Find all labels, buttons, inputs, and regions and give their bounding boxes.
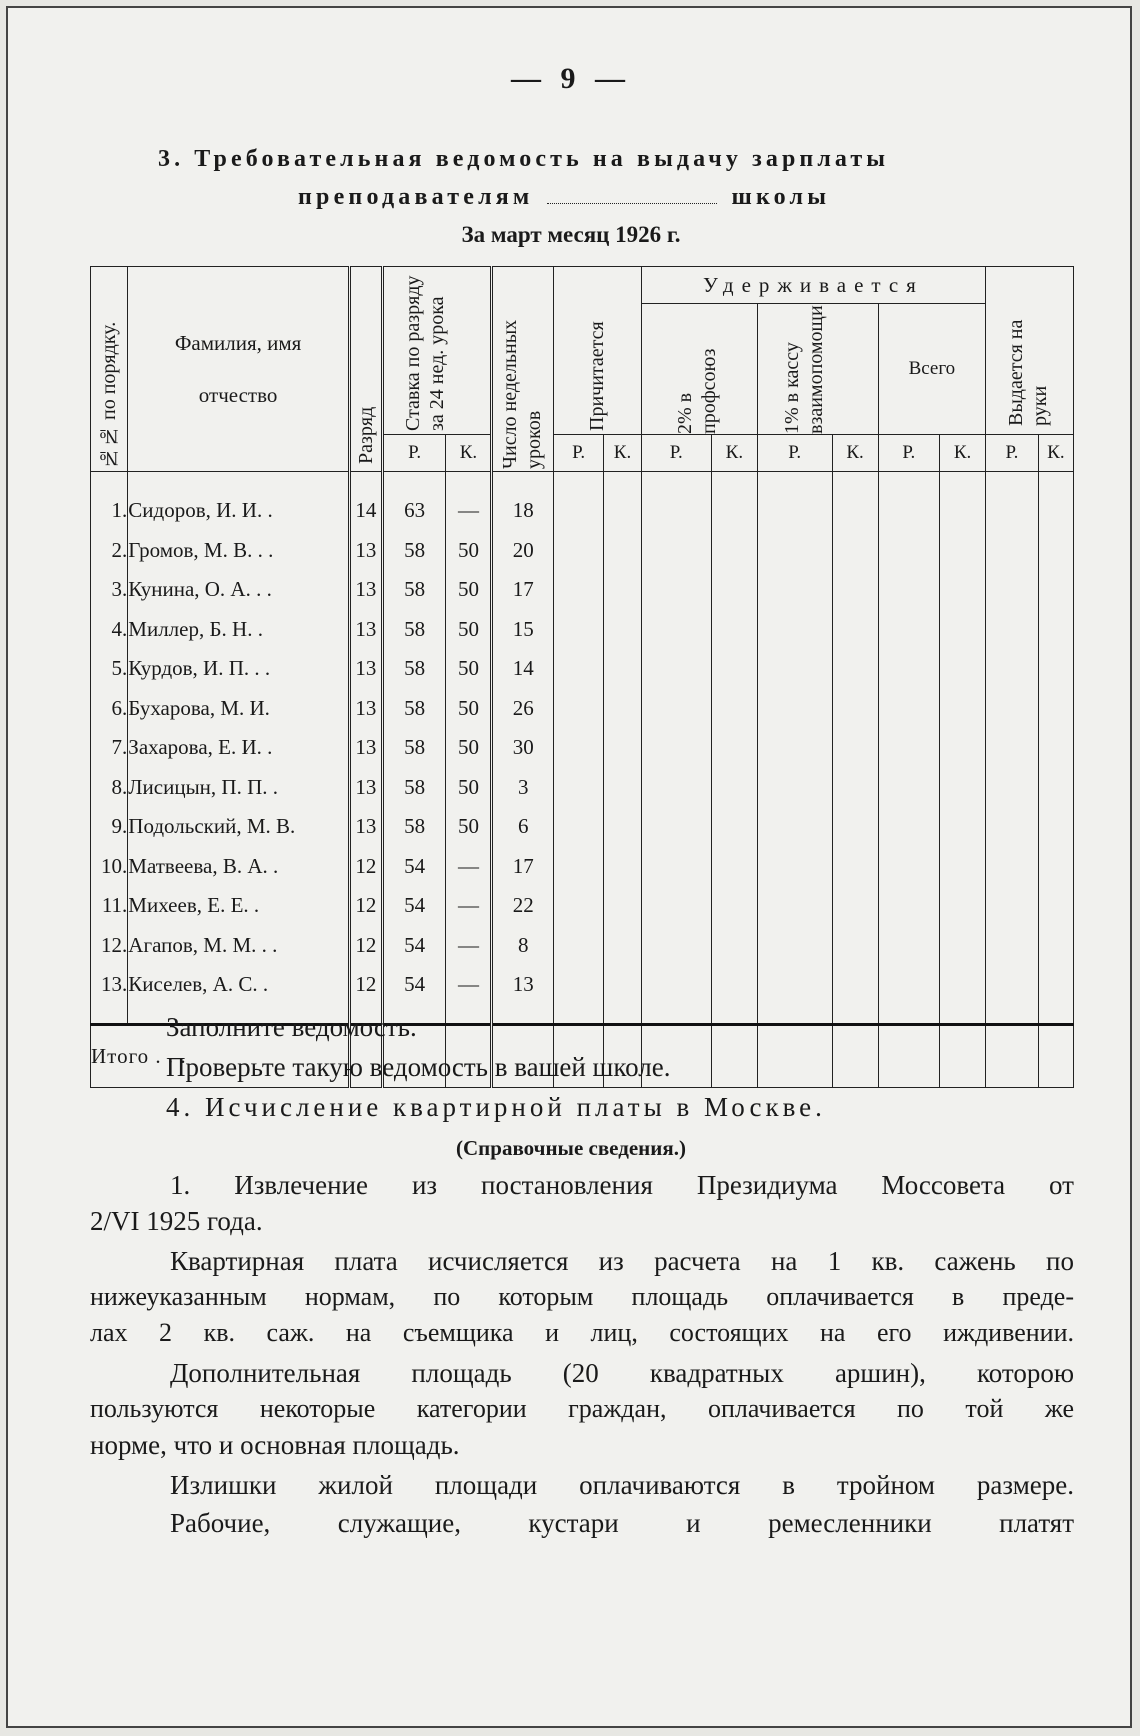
cell-empty <box>832 925 878 965</box>
cell-razryad: 13 <box>349 649 382 689</box>
cell-stavka-r: 58 <box>382 609 446 649</box>
cell-empty <box>757 767 832 807</box>
cell-hours: 14 <box>492 649 553 689</box>
cell-empty <box>1038 609 1073 649</box>
cell-empty <box>878 570 939 610</box>
cell-empty <box>553 846 603 886</box>
cell-empty <box>940 688 986 728</box>
cell-razryad: 13 <box>349 688 382 728</box>
cell-empty <box>986 925 1039 965</box>
cell-hours: 26 <box>492 688 553 728</box>
cell-empty <box>553 886 603 926</box>
cell-empty <box>940 965 986 1005</box>
cell-empty <box>711 767 757 807</box>
cell-stavka-k: — <box>446 925 492 965</box>
cell-empty <box>940 530 986 570</box>
cell-empty <box>832 688 878 728</box>
header-num: №№ по порядку. <box>91 267 128 472</box>
cell-empty <box>832 767 878 807</box>
cell-empty <box>986 886 1039 926</box>
cell-empty <box>711 965 757 1005</box>
cell-empty <box>986 649 1039 689</box>
cell-empty <box>604 846 641 886</box>
header-vsego-r: Р. <box>878 435 939 472</box>
cell-empty <box>641 886 711 926</box>
cell-empty <box>604 886 641 926</box>
cell-empty <box>757 649 832 689</box>
cell-empty <box>757 846 832 886</box>
payroll-table <box>90 266 1074 1088</box>
paragraph-line: 2/VI 1925 года. <box>90 1206 263 1236</box>
cell-empty <box>878 491 939 531</box>
header-vsego: Всего <box>878 304 986 435</box>
cell-empty <box>553 965 603 1005</box>
cell-empty <box>757 491 832 531</box>
cell-empty <box>757 688 832 728</box>
cell-empty <box>986 491 1039 531</box>
cell-empty <box>832 728 878 768</box>
table-title-line2 <box>298 184 830 211</box>
cell-hours: 13 <box>492 965 553 1005</box>
cell-empty <box>711 649 757 689</box>
cell-stavka-k: — <box>446 886 492 926</box>
header-kassa-k: К. <box>832 435 878 472</box>
spacer-row <box>91 472 1074 491</box>
cell-name: Подольский, М. В. <box>128 807 350 847</box>
cell-razryad: 13 <box>349 530 382 570</box>
cell-stavka-r: 58 <box>382 807 446 847</box>
cell-empty <box>553 767 603 807</box>
paragraph-line: норме, что и основная площадь. <box>90 1430 460 1460</box>
cell-empty <box>940 846 986 886</box>
cell-empty <box>604 965 641 1005</box>
cell-empty <box>641 728 711 768</box>
cell-num: 8. <box>91 767 128 807</box>
table-row <box>91 925 1074 965</box>
cell-empty <box>878 609 939 649</box>
cell-empty <box>641 688 711 728</box>
cell-empty <box>757 886 832 926</box>
cell-empty <box>878 886 939 926</box>
cell-empty <box>553 807 603 847</box>
header-stavka-r: Р. <box>382 435 446 472</box>
header-hours: Число недельных уроков <box>492 267 553 472</box>
cell-empty <box>832 570 878 610</box>
header-prof-r: Р. <box>641 435 711 472</box>
cell-empty <box>757 965 832 1005</box>
header-vydaetsya: Выдается на руки <box>986 267 1074 435</box>
cell-empty <box>711 491 757 531</box>
cell-empty <box>711 530 757 570</box>
cell-stavka-r: 58 <box>382 570 446 610</box>
itogo-label: Итого . . . <box>91 1025 350 1088</box>
cell-name: Громов, М. В. . . <box>128 530 350 570</box>
cell-empty <box>1038 649 1073 689</box>
cell-stavka-r: 54 <box>382 846 446 886</box>
cell-empty <box>604 925 641 965</box>
cell-num: 7. <box>91 728 128 768</box>
header-prichitaetsya: Причитается <box>553 267 641 435</box>
cell-empty <box>878 846 939 886</box>
cell-stavka-r: 58 <box>382 728 446 768</box>
cell-empty <box>986 728 1039 768</box>
cell-razryad: 13 <box>349 609 382 649</box>
cell-empty <box>553 728 603 768</box>
cell-empty <box>1038 767 1073 807</box>
cell-empty <box>757 807 832 847</box>
cell-empty <box>1038 925 1073 965</box>
cell-empty <box>986 767 1039 807</box>
cell-empty <box>641 609 711 649</box>
cell-empty <box>711 609 757 649</box>
cell-hours: 30 <box>492 728 553 768</box>
cell-razryad: 14 <box>349 491 382 531</box>
cell-empty <box>878 649 939 689</box>
cell-empty <box>711 570 757 610</box>
table-row <box>91 491 1074 531</box>
cell-empty <box>757 570 832 610</box>
table-row <box>91 965 1074 1005</box>
cell-name: Матвеева, В. А. . <box>128 846 350 886</box>
cell-stavka-k: 50 <box>446 728 492 768</box>
cell-num: 9. <box>91 807 128 847</box>
cell-stavka-k: — <box>446 965 492 1005</box>
cell-empty <box>878 530 939 570</box>
blank-school-name <box>547 197 717 204</box>
table-row <box>91 807 1074 847</box>
cell-empty <box>940 728 986 768</box>
cell-empty <box>832 491 878 531</box>
cell-hours: 17 <box>492 570 553 610</box>
cell-empty <box>711 807 757 847</box>
cell-stavka-k: 50 <box>446 807 492 847</box>
cell-hours: 17 <box>492 846 553 886</box>
cell-empty <box>641 767 711 807</box>
cell-name: Киселев, А. С. . <box>128 965 350 1005</box>
cell-stavka-k: 50 <box>446 688 492 728</box>
cell-empty <box>553 609 603 649</box>
cell-stavka-r: 58 <box>382 649 446 689</box>
paragraph-line: 1. Извлечение из постановления Президиума Моссовета от <box>170 1170 1074 1200</box>
cell-empty <box>641 530 711 570</box>
paragraph-line: Дополнительная площадь (20 квадратных аршин), которою <box>170 1358 1074 1388</box>
cell-empty <box>878 728 939 768</box>
instruction-fill: Заполните ведомость. <box>166 1012 417 1042</box>
cell-stavka-r: 58 <box>382 767 446 807</box>
header-vyd-k: К. <box>1038 435 1073 472</box>
cell-empty <box>832 807 878 847</box>
cell-empty <box>553 570 603 610</box>
paragraph-line: Рабочие, служащие, кустари и ремесленники платят <box>170 1508 1074 1538</box>
cell-stavka-k: — <box>446 846 492 886</box>
cell-empty <box>711 728 757 768</box>
title-school: школы <box>731 184 831 210</box>
cell-razryad: 12 <box>349 886 382 926</box>
paragraph-line: нижеуказанным нормам, по которым площадь оплачивается в преде- <box>90 1282 1074 1311</box>
cell-empty <box>553 649 603 689</box>
cell-empty <box>641 570 711 610</box>
cell-razryad: 13 <box>349 767 382 807</box>
cell-empty <box>940 491 986 531</box>
cell-empty <box>604 491 641 531</box>
cell-empty <box>878 965 939 1005</box>
cell-hours: 22 <box>492 886 553 926</box>
table-title-line1: 3. Требовательная ведомость на выдачу зарплаты <box>158 146 890 172</box>
table-row <box>91 886 1074 926</box>
cell-num: 6. <box>91 688 128 728</box>
cell-num: 10. <box>91 846 128 886</box>
header-prich-k: К. <box>604 435 641 472</box>
cell-empty <box>757 530 832 570</box>
paragraph-line: Излишки жилой площади оплачиваются в тройном размере. <box>170 1470 1074 1500</box>
cell-empty <box>604 688 641 728</box>
cell-empty <box>832 886 878 926</box>
cell-empty <box>1038 807 1073 847</box>
cell-empty <box>986 965 1039 1005</box>
cell-empty <box>553 688 603 728</box>
header-razryad: Разряд <box>349 267 382 472</box>
cell-num: 3. <box>91 570 128 610</box>
cell-hours: 8 <box>492 925 553 965</box>
cell-empty <box>711 925 757 965</box>
cell-num: 1. <box>91 491 128 531</box>
cell-razryad: 13 <box>349 807 382 847</box>
cell-name: Миллер, Б. Н. . <box>128 609 350 649</box>
cell-empty <box>641 649 711 689</box>
cell-empty <box>986 530 1039 570</box>
cell-empty <box>553 530 603 570</box>
cell-razryad: 12 <box>349 925 382 965</box>
cell-stavka-k: 50 <box>446 649 492 689</box>
header-stavka-k: К. <box>446 435 492 472</box>
cell-empty <box>940 570 986 610</box>
cell-empty <box>832 609 878 649</box>
table-row <box>91 728 1074 768</box>
cell-empty <box>604 570 641 610</box>
cell-empty <box>1038 728 1073 768</box>
header-uderzhivaetsya: Удерживается <box>641 267 985 304</box>
cell-empty <box>832 846 878 886</box>
header-fio: Фамилия, имя отчество <box>128 267 350 472</box>
cell-num: 4. <box>91 609 128 649</box>
cell-razryad: 12 <box>349 965 382 1005</box>
cell-empty <box>1038 965 1073 1005</box>
cell-empty <box>1038 491 1073 531</box>
cell-empty <box>986 570 1039 610</box>
cell-empty <box>604 649 641 689</box>
cell-empty <box>641 965 711 1005</box>
cell-empty <box>641 925 711 965</box>
cell-num: 13. <box>91 965 128 1005</box>
cell-hours: 3 <box>492 767 553 807</box>
cell-empty <box>878 767 939 807</box>
cell-empty <box>940 649 986 689</box>
table-row <box>91 767 1074 807</box>
page-number: — 9 — <box>511 62 631 95</box>
cell-razryad: 13 <box>349 570 382 610</box>
cell-empty <box>1038 688 1073 728</box>
cell-empty <box>832 530 878 570</box>
cell-empty <box>604 728 641 768</box>
header-vyd-r: Р. <box>986 435 1039 472</box>
cell-empty <box>1038 886 1073 926</box>
cell-empty <box>757 609 832 649</box>
header-prich-r: Р. <box>553 435 603 472</box>
table-row <box>91 530 1074 570</box>
cell-empty <box>878 688 939 728</box>
cell-empty <box>553 491 603 531</box>
cell-empty <box>711 886 757 926</box>
cell-empty <box>1038 530 1073 570</box>
cell-empty <box>711 688 757 728</box>
cell-empty <box>832 649 878 689</box>
cell-stavka-r: 58 <box>382 530 446 570</box>
cell-name: Агапов, М. М. . . <box>128 925 350 965</box>
cell-hours: 20 <box>492 530 553 570</box>
cell-empty <box>711 846 757 886</box>
header-kassa-r: Р. <box>757 435 832 472</box>
cell-empty <box>940 767 986 807</box>
paragraph-line: Квартирная плата исчисляется из расчета на 1 кв. сажень по <box>170 1246 1074 1276</box>
header-profsoyuz: 2% в профсоюз <box>641 304 757 435</box>
cell-empty <box>986 807 1039 847</box>
cell-empty <box>553 925 603 965</box>
cell-stavka-k: 50 <box>446 767 492 807</box>
cell-name: Сидоров, И. И. . <box>128 491 350 531</box>
cell-name: Михеев, Е. Е. . <box>128 886 350 926</box>
table-row <box>91 649 1074 689</box>
cell-num: 12. <box>91 925 128 965</box>
cell-stavka-r: 63 <box>382 491 446 531</box>
cell-stavka-r: 58 <box>382 688 446 728</box>
cell-empty <box>878 925 939 965</box>
cell-empty <box>1038 846 1073 886</box>
cell-razryad: 13 <box>349 728 382 768</box>
cell-empty <box>940 925 986 965</box>
cell-empty <box>986 609 1039 649</box>
cell-num: 11. <box>91 886 128 926</box>
table-row <box>91 609 1074 649</box>
cell-empty <box>986 688 1039 728</box>
paragraph-line: лах 2 кв. саж. на съемщика и лиц, состоящих на его иждивении. <box>90 1318 1074 1347</box>
cell-stavka-k: 50 <box>446 570 492 610</box>
cell-num: 2. <box>91 530 128 570</box>
cell-empty <box>832 965 878 1005</box>
cell-name: Кунина, О. А. . . <box>128 570 350 610</box>
cell-empty <box>940 886 986 926</box>
cell-stavka-r: 54 <box>382 925 446 965</box>
instruction-check: Проверьте такую ведомость в вашей школе. <box>166 1052 671 1082</box>
cell-empty <box>604 807 641 847</box>
cell-num: 5. <box>91 649 128 689</box>
cell-empty <box>641 807 711 847</box>
cell-stavka-k: — <box>446 491 492 531</box>
header-stavka: Ставка по разряду за 24 нед. урока <box>382 267 492 435</box>
cell-name: Захарова, Е. И. . <box>128 728 350 768</box>
cell-name: Бухарова, М. И. <box>128 688 350 728</box>
reference-note: (Справочные сведения.) <box>456 1136 686 1160</box>
cell-stavka-k: 50 <box>446 530 492 570</box>
cell-stavka-k: 50 <box>446 609 492 649</box>
cell-empty <box>604 609 641 649</box>
cell-empty <box>940 807 986 847</box>
cell-empty <box>757 925 832 965</box>
paragraph-line: пользуются некоторые категории граждан, оплачивается по той же <box>90 1394 1074 1423</box>
cell-empty <box>1038 570 1073 610</box>
cell-hours: 18 <box>492 491 553 531</box>
header-kassa: 1% в кассу взаимопомощи <box>757 304 878 435</box>
header-vsego-k: К. <box>940 435 986 472</box>
cell-empty <box>604 530 641 570</box>
cell-razryad: 12 <box>349 846 382 886</box>
cell-empty <box>604 767 641 807</box>
cell-empty <box>641 846 711 886</box>
cell-hours: 15 <box>492 609 553 649</box>
book-page <box>6 6 1132 1728</box>
cell-empty <box>940 609 986 649</box>
cell-empty <box>986 846 1039 886</box>
cell-stavka-r: 54 <box>382 886 446 926</box>
cell-hours: 6 <box>492 807 553 847</box>
cell-empty <box>641 491 711 531</box>
cell-empty <box>757 728 832 768</box>
header-prof-k: К. <box>711 435 757 472</box>
table-row <box>91 570 1074 610</box>
table-title-month: За март месяц 1926 г. <box>461 222 681 247</box>
title-teachers: преподавателям <box>298 184 534 210</box>
table-row <box>91 688 1074 728</box>
cell-name: Курдов, И. П. . . <box>128 649 350 689</box>
cell-empty <box>878 807 939 847</box>
table-row <box>91 846 1074 886</box>
cell-stavka-r: 54 <box>382 965 446 1005</box>
cell-name: Лисицын, П. П. . <box>128 767 350 807</box>
section-heading-rent: 4. Исчисление квартирной платы в Москве. <box>166 1092 826 1122</box>
